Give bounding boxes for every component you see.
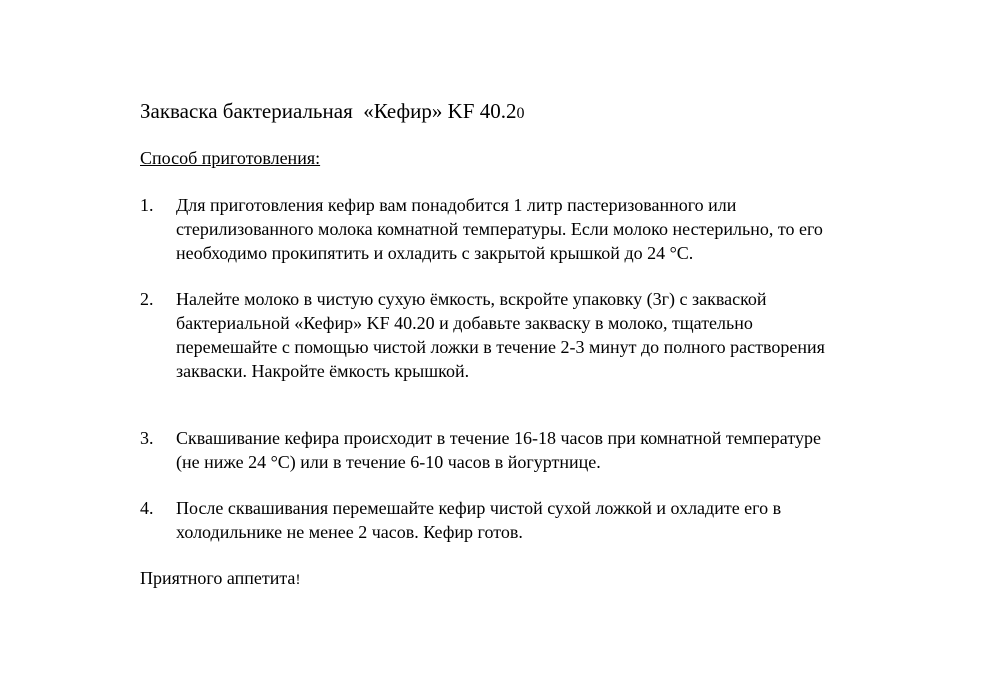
closing-mark: ! xyxy=(295,572,301,588)
step-line: холодильнике не менее 2 часов. Кефир готов. xyxy=(176,522,523,542)
step-line: закваски. Накройте ёмкость крышкой. xyxy=(176,361,470,381)
step-number: 3. xyxy=(140,428,154,448)
step-line: стерилизованного молока комнатной температуры. Если молоко нестерильно, то его xyxy=(176,219,823,239)
title-text: Закваска бактериальная «Кефир» KF 40.2 xyxy=(140,99,517,123)
title-suffix: 0 xyxy=(516,105,525,122)
step-line: Налейте молоко в чистую сухую ёмкость, вскройте упаковку (3г) с закваской xyxy=(176,289,767,309)
step-text xyxy=(176,496,916,544)
step-line: перемешайте с помощью чистой ложки в течение 2-3 минут до полного растворения xyxy=(176,337,825,357)
document-title xyxy=(140,98,524,127)
step-line: После сквашивания перемешайте кефир чистой сухой ложкой и охладите его в xyxy=(176,498,782,518)
step-line: (не ниже 24 °С) или в течение 6-10 часов в йогуртнице. xyxy=(176,452,601,472)
step-line: Для приготовления кефир вам понадобится 1 литр пастеризованного или xyxy=(176,195,737,215)
step-text xyxy=(176,287,916,383)
method-heading: Способ приготовления: xyxy=(140,148,321,168)
step-text xyxy=(176,193,916,265)
closing-text xyxy=(140,567,300,591)
step-line: Сквашивание кефира происходит в течение 16-18 часов при комнатной температуре xyxy=(176,428,821,448)
step-line: бактериальной «Кефир» KF 40.20 и добавьте закваску в молоко, тщательно xyxy=(176,313,753,333)
step-line: необходимо прокипятить и охладить с закрытой крышкой до 24 °С. xyxy=(176,243,694,263)
step-number: 2. xyxy=(140,289,154,309)
step-number: 4. xyxy=(140,498,154,518)
step-text xyxy=(176,426,916,474)
closing-phrase: Приятного аппетита xyxy=(140,568,296,588)
step-number: 1. xyxy=(140,195,154,215)
